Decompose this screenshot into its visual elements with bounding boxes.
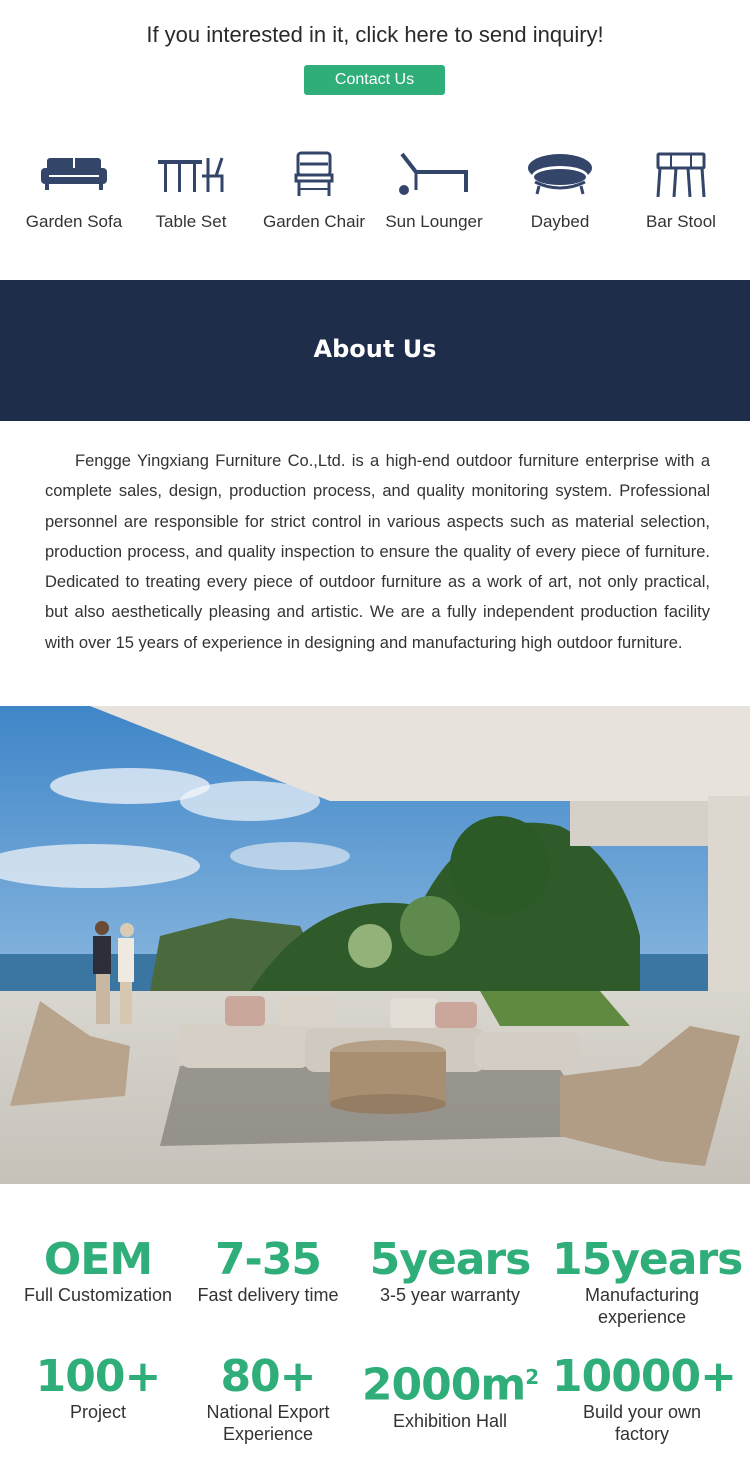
inquiry-text: If you interested in it, click here to send inquiry! [146, 22, 604, 47]
stat-label: Build your own factory [582, 1402, 702, 1444]
about-description: Fengge Yingxiang Furniture Co.,Ltd. is a high-end outdoor furniture enterprise with a complete sales, design, production process, and quality monitoring system. Professional personnel are responsible for strict control in various aspects such as material selection, production process, and quality inspection to ensure the quality of every piece of furniture. Dedicated to treating every piece of outdoor furniture as a work of art, not only practical, but also aesthetically pleasing and artistic. We are a fully independent production facility with over 15 years of experience in designing and manufacturing high outdoor furniture. [45, 452, 710, 652]
category-garden-sofa[interactable] [14, 150, 134, 232]
category-label: Sun Lounger [385, 212, 483, 231]
category-table-set[interactable] [131, 150, 251, 232]
daybed-icon [525, 150, 595, 198]
stat-label: Project [69, 1402, 127, 1422]
category-sun-lounger[interactable] [374, 150, 494, 232]
bar-stool-icon [646, 150, 716, 198]
stat-warranty [360, 1236, 540, 1306]
stat-oem [8, 1236, 188, 1306]
hero-image [0, 706, 750, 1184]
stat-delivery [178, 1236, 358, 1306]
stat-value: 100+ [35, 1351, 161, 1402]
stat-label: Fast delivery time [197, 1285, 339, 1305]
stat-value: OEM [43, 1234, 153, 1285]
stat-value: 10000+ [552, 1351, 736, 1402]
stat-value-superscript: 2 [525, 1365, 539, 1389]
patio-photo [0, 706, 750, 1184]
sofa-icon [39, 150, 109, 198]
category-label: Garden Sofa [25, 212, 123, 231]
stat-experience [552, 1234, 743, 1328]
stat-label: National Export Experience [206, 1402, 330, 1444]
category-bar-stool[interactable] [621, 150, 741, 232]
category-label: Garden Chair [262, 212, 366, 231]
stat-exhibition [352, 1353, 548, 1432]
stat-factory [552, 1351, 736, 1445]
stat-export [178, 1353, 358, 1445]
stat-label: 3-5 year warranty [379, 1285, 521, 1305]
stat-value-text: 2000m [361, 1359, 526, 1411]
category-label: Daybed [530, 212, 590, 231]
about-header [0, 280, 750, 421]
stat-value: 80+ [220, 1351, 316, 1402]
stat-projects [8, 1353, 188, 1423]
stat-label: Full Customization [23, 1285, 173, 1305]
about-title: About Us [313, 335, 437, 363]
stat-value: 7-35 [214, 1234, 322, 1285]
category-daybed[interactable] [500, 150, 620, 232]
category-label: Bar Stool [646, 212, 716, 231]
category-garden-chair[interactable] [254, 150, 374, 232]
stat-value: 15years [552, 1234, 743, 1285]
stat-label: Manufacturing experience [584, 1285, 700, 1327]
chair-icon [279, 150, 349, 198]
category-label: Table Set [155, 212, 227, 231]
stat-value: 5years [369, 1234, 531, 1285]
stat-value [352, 1353, 548, 1410]
contact-us-button[interactable]: Contact Us [304, 65, 445, 95]
sun-lounger-icon [396, 150, 472, 198]
stat-label: Exhibition Hall [392, 1410, 508, 1431]
table-set-icon [156, 150, 226, 198]
